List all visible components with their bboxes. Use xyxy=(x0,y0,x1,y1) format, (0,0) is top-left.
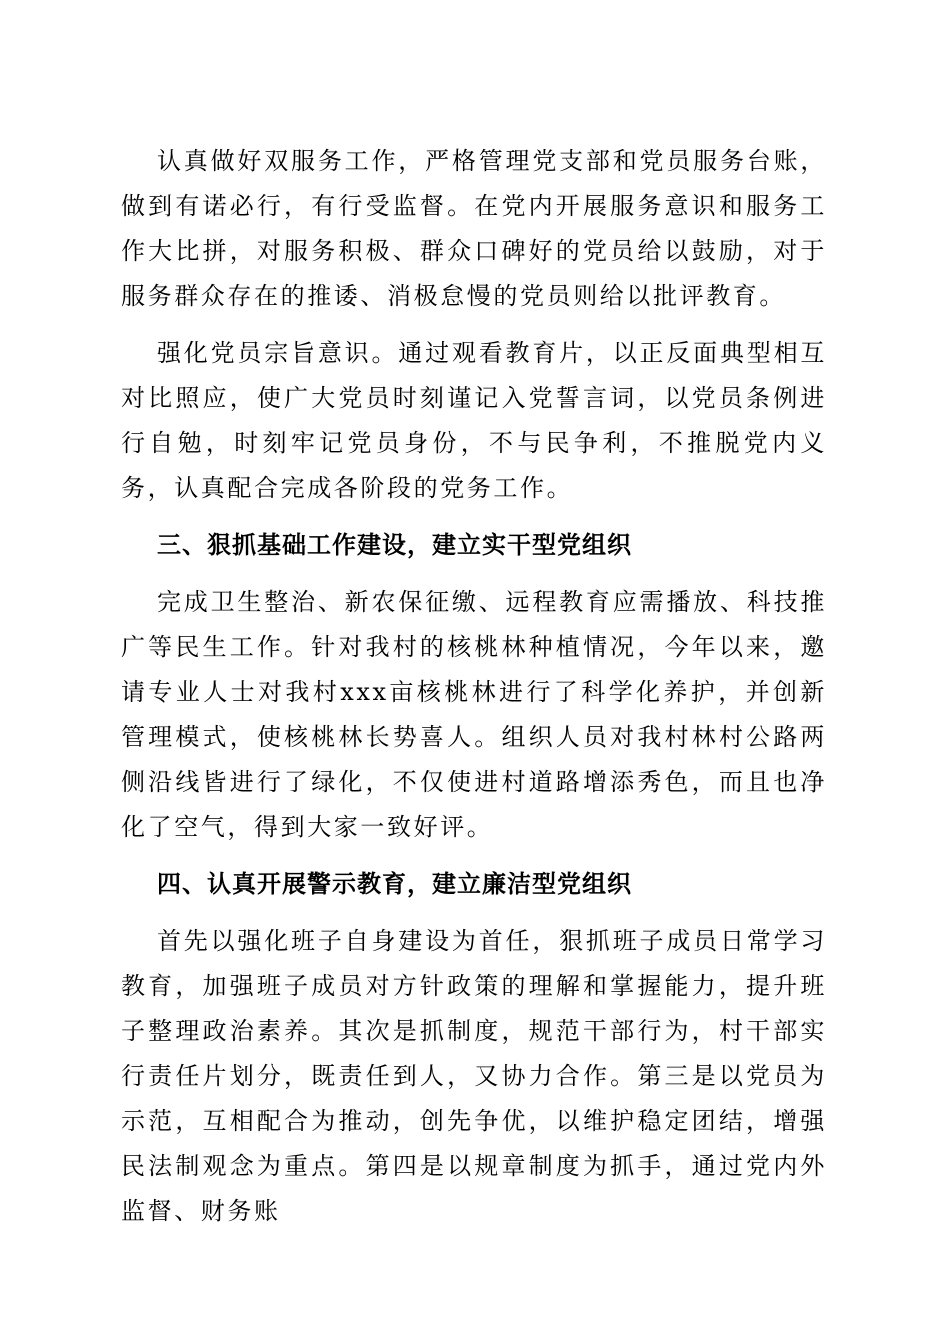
section-heading-three: 三、狠抓基础工作建设，建立实干型党组织 xyxy=(157,531,632,559)
paragraph-gap xyxy=(121,319,827,331)
paragraph-gap xyxy=(121,511,827,523)
paragraph-gap xyxy=(121,850,827,862)
document-body xyxy=(121,139,827,1234)
paragraph-party-awareness: 强化党员宗旨意识。通过观看教育片，以正反面典型相互对比照应，使广大党员时刻谨记入党誓言词，以党员条例进行自勉，时刻牢记党员身份，不与民争利，不推脱党内义务，认真配合完成各阶段的党务工作。 xyxy=(121,339,827,502)
paragraph-gap xyxy=(121,907,827,919)
paragraph-gap xyxy=(121,568,827,580)
paragraph-double-service: 认真做好双服务工作，严格管理党支部和党员服务台账，做到有诺必行，有行受监督。在党内开展服务意识和服务工作大比拼，对服务积极、群众口碑好的党员给以鼓励，对于服务群众存在的推诿、消极怠慢的党员则给以批评教育。 xyxy=(121,147,827,310)
section-heading-four: 四、认真开展警示教育，建立廉洁型党组织 xyxy=(157,870,632,898)
paragraph-livelihood-work: 完成卫生整治、新农保征缴、远程教育应需播放、科技推广等民生工作。针对我村的核桃林种植情况，今年以来，邀请专业人士对我村xxx亩核桃林进行了科学化养护，并创新管理模式，使核桃林长势喜人。组织人员对我村林村公路两侧沿线皆进行了绿化，不仅使进村道路增添秀色，而且也净化了空气，得到大家一致好评。 xyxy=(121,588,827,841)
paragraph-team-building: 首先以强化班子自身建设为首任，狠抓班子成员日常学习教育，加强班子成员对方针政策的理解和掌握能力，提升班子整理政治素养。其次是抓制度，规范干部行为，村干部实行责任片划分，既责任到人，又协力合作。第三是以党员为示范，互相配合为推动，创先争优，以维护稳定团结，增强民法制观念为重点。第四是以规章制度为抓手，通过党内外监督、财务账 xyxy=(121,927,827,1225)
